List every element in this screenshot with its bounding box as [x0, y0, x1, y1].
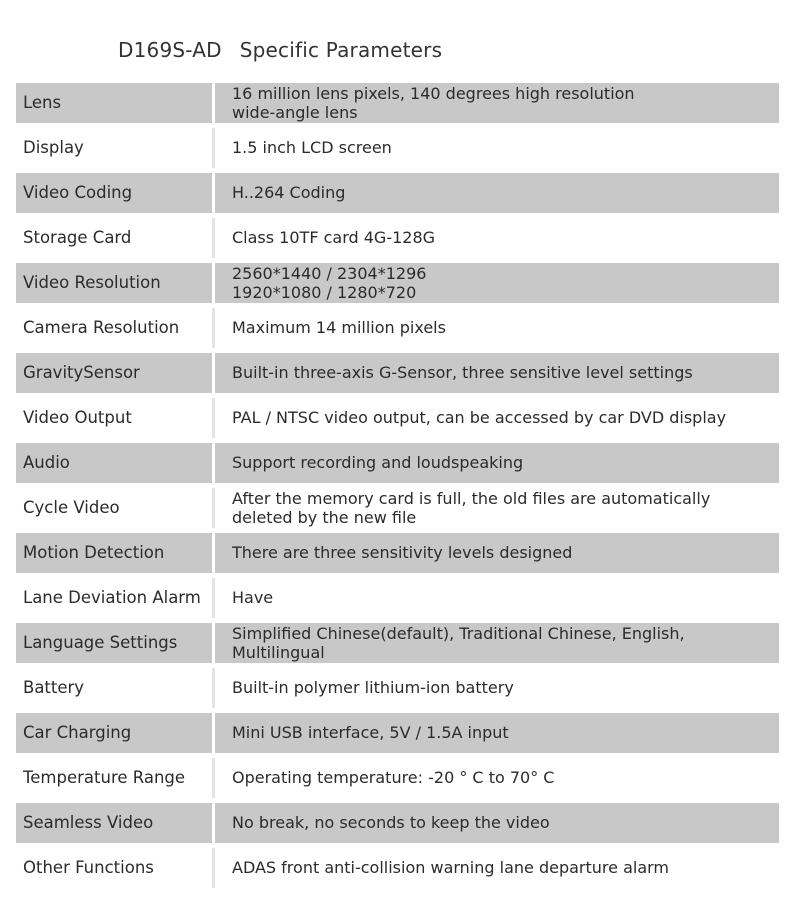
spec-value-cell	[215, 488, 779, 528]
spec-value: Support recording and loudspeaking	[232, 453, 524, 473]
spec-value-cell	[215, 308, 779, 348]
title-text: Specific Parameters	[239, 38, 443, 62]
spec-value-cell	[215, 533, 779, 573]
spec-label: Audio	[16, 443, 212, 483]
spec-value: Simplified Chinese(default), Traditional Chinese, English, Multilingual	[232, 623, 685, 662]
spec-value: ADAS front anti-collision warning lane departure alarm	[232, 858, 669, 878]
spec-value-cell	[215, 803, 779, 843]
spec-value-cell	[215, 623, 779, 663]
model-name: D169S-AD	[118, 38, 222, 62]
spec-value-cell	[215, 263, 779, 303]
spec-value: Built-in three-axis G-Sensor, three sensitive level settings	[232, 363, 693, 383]
spec-value-cell	[215, 173, 779, 213]
spec-row	[16, 623, 779, 663]
spec-label: Display	[23, 138, 84, 158]
spec-row	[16, 353, 779, 393]
spec-row	[16, 533, 779, 573]
spec-value: There are three sensitivity levels designed	[232, 543, 573, 563]
spec-value-cell	[215, 83, 779, 123]
spec-value-cell	[215, 443, 779, 483]
spec-value: Have	[232, 588, 274, 608]
spec-label: Video Output	[23, 408, 132, 428]
spec-row	[16, 218, 779, 258]
spec-label: Car Charging	[16, 713, 212, 753]
spec-value: H..264 Coding	[232, 183, 346, 203]
spec-value-cell	[215, 713, 779, 753]
spec-value-cell	[215, 353, 779, 393]
spec-row	[16, 758, 779, 798]
spec-value-cell	[215, 578, 779, 618]
spec-label: Temperature Range	[23, 768, 186, 788]
spec-label: Seamless Video	[16, 803, 212, 843]
spec-label: Language Settings	[16, 623, 212, 663]
spec-row	[16, 713, 779, 753]
spec-row	[16, 803, 779, 843]
spec-label: Battery	[23, 678, 85, 698]
spec-label: Video Resolution	[16, 263, 212, 303]
spec-label: Camera Resolution	[23, 318, 180, 338]
spec-row	[16, 578, 779, 618]
spec-value: Operating temperature: -20 ° C to 70° C	[232, 768, 555, 788]
spec-value: No break, no seconds to keep the video	[232, 813, 550, 833]
spec-value: 1.5 inch LCD screen	[232, 138, 392, 158]
spec-label: Lane Deviation Alarm	[23, 588, 201, 608]
spec-value: Class 10TF card 4G-128G	[232, 228, 436, 248]
spec-label: GravitySensor	[16, 353, 212, 393]
spec-label: Other Functions	[23, 858, 154, 878]
spec-value: PAL / NTSC video output, can be accessed by car DVD display	[232, 408, 727, 428]
spec-value: Maximum 14 million pixels	[232, 318, 446, 338]
spec-value-cell	[215, 848, 779, 888]
spec-row	[16, 398, 779, 438]
spec-value-cell	[215, 758, 779, 798]
spec-label: Video Coding	[16, 173, 212, 213]
spec-row	[16, 83, 779, 123]
spec-value: Mini USB interface, 5V / 1.5A input	[232, 723, 509, 743]
spec-value-cell	[215, 398, 779, 438]
spec-table	[16, 83, 779, 893]
spec-value: After the memory card is full, the old files are automatically deleted by the new file	[232, 488, 711, 527]
spec-value: 16 million lens pixels, 140 degrees high resolution wide-angle lens	[232, 83, 635, 122]
spec-value-cell	[215, 128, 779, 168]
spec-row	[16, 668, 779, 708]
spec-label: Cycle Video	[23, 498, 120, 518]
spec-row	[16, 173, 779, 213]
page-title	[118, 38, 442, 62]
spec-label: Storage Card	[23, 228, 132, 248]
spec-label: Lens	[16, 83, 212, 123]
spec-row	[16, 848, 779, 888]
spec-row	[16, 443, 779, 483]
spec-value: Built-in polymer lithium-ion battery	[232, 678, 514, 698]
spec-row	[16, 263, 779, 303]
spec-row	[16, 308, 779, 348]
spec-row	[16, 128, 779, 168]
spec-value: 2560*1440 / 2304*1296 1920*1080 / 1280*720	[232, 263, 427, 302]
spec-value-cell	[215, 668, 779, 708]
spec-row	[16, 488, 779, 528]
spec-label: Motion Detection	[16, 533, 212, 573]
spec-value-cell	[215, 218, 779, 258]
